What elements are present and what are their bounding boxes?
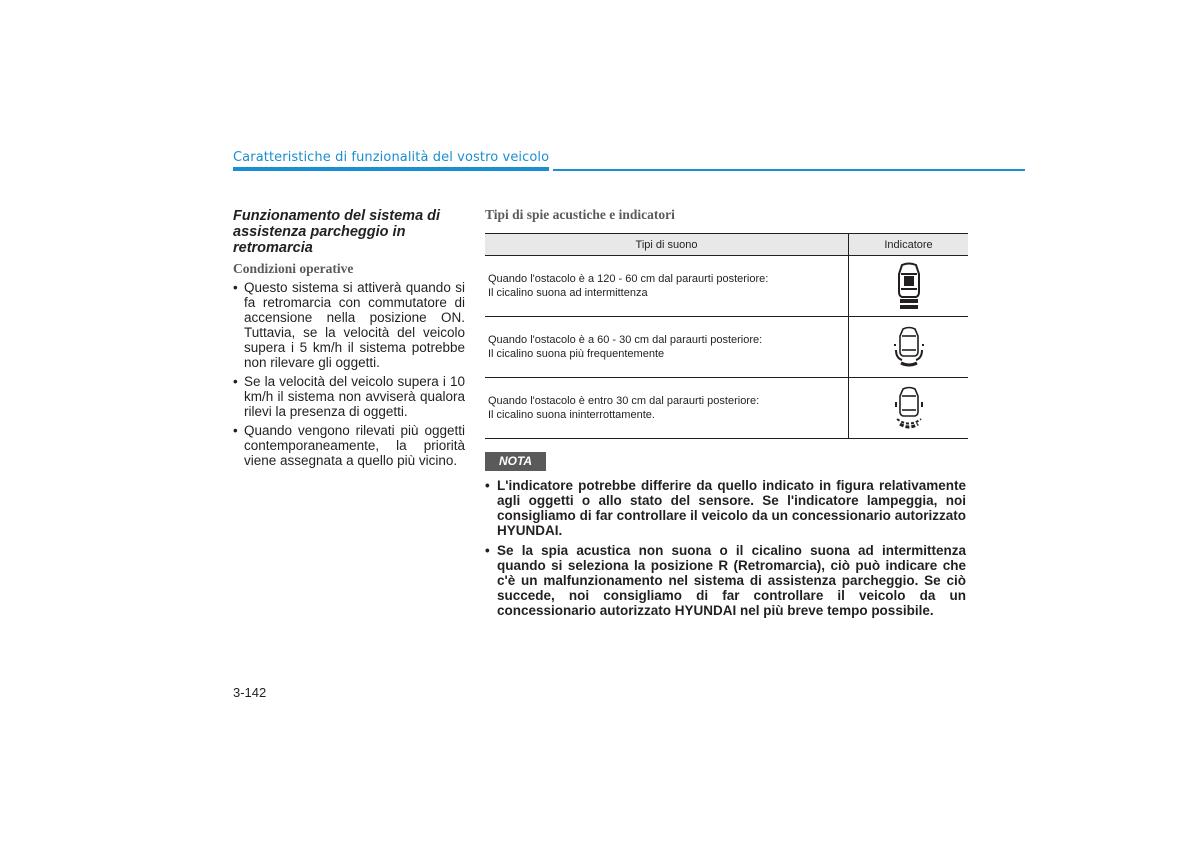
car-rear-sensor-mid-icon [892, 326, 926, 368]
indicator-cell [849, 378, 969, 439]
table-title: Tipi di spie acustiche e indicatori [485, 207, 675, 222]
list-item: • Se la spia acustica non suona o il cicalino suona ad intermittenza quando si seleziona la posizione R (Retromarcia), ciò può indicare che c'è un malfunzionamento nel sistema di assistenza parcheggio. Se ciò succede, noi consigliamo di far controllare il veicolo da un concessionario autorizzato HYUNDAI nel più breve tempo possibile. [485, 543, 966, 618]
header-rule-thick [233, 167, 549, 171]
description-line: Il cicalino suona ininterrottamente. [488, 409, 655, 421]
sound-description [485, 378, 849, 439]
table-row [485, 378, 968, 439]
list-item: • Quando vengono rilevati più oggetti contemporaneamente, la priorità viene assegnata a quello più vicino. [233, 423, 465, 468]
description-line: Quando l'ostacolo è entro 30 cm dal paraurti posteriore: [488, 395, 760, 407]
list-item: • Questo sistema si attiverà quando si fa retromarcia con commutatore di accensione nella posizione ON. Tuttavia, se la velocità del veicolo supera i 5 km/h il sistema potrebbe non rilevare gli oggetti. [233, 280, 465, 370]
column-header-sound: Tipi di suono [485, 234, 849, 256]
table-row [485, 317, 968, 378]
description-line: Il cicalino suona ad intermittenza [488, 287, 648, 299]
description-line: Il cicalino suona più frequentemente [488, 348, 665, 360]
nota-label: NOTA [485, 452, 546, 471]
column-header-indicator: Indicatore [849, 234, 969, 256]
table-header-row [485, 234, 968, 256]
list-item: • Se la velocità del veicolo supera i 10 km/h il sistema non avviserà qualora rilevi la presenza di oggetti. [233, 374, 465, 419]
left-column [233, 208, 465, 472]
description-line: Quando l'ostacolo è a 120 - 60 cm dal paraurti posteriore: [488, 273, 769, 285]
page-number: 3-142 [233, 685, 267, 700]
list-item: • L'indicatore potrebbe differire da quello indicato in figura relativamente agli oggetti o allo stato del sensore. Se l'indicatore lampeggia, noi consigliamo di far controllare il veicolo da un concessionario autorizzato HYUNDAI. [485, 478, 966, 538]
car-rear-sensor-far-icon [894, 262, 924, 310]
nota-list [485, 478, 966, 623]
table-row [485, 256, 968, 317]
indicator-cell [849, 256, 969, 317]
header-title: Caratteristiche di funzionalità del vostro veicolo [233, 150, 550, 165]
sound-description [485, 256, 849, 317]
conditions-list [233, 280, 465, 468]
warning-types-table [485, 233, 968, 439]
sound-description [485, 317, 849, 378]
indicator-cell [849, 317, 969, 378]
header-rule-thin [553, 169, 1025, 171]
description-line: Quando l'ostacolo è a 60 - 30 cm dal paraurti posteriore: [488, 334, 763, 346]
car-rear-sensor-near-icon [892, 386, 926, 430]
operating-conditions-heading: Condizioni operative [233, 261, 354, 276]
section-heading: Funzionamento del sistema di assistenza parcheggio in retromarcia [233, 208, 441, 256]
